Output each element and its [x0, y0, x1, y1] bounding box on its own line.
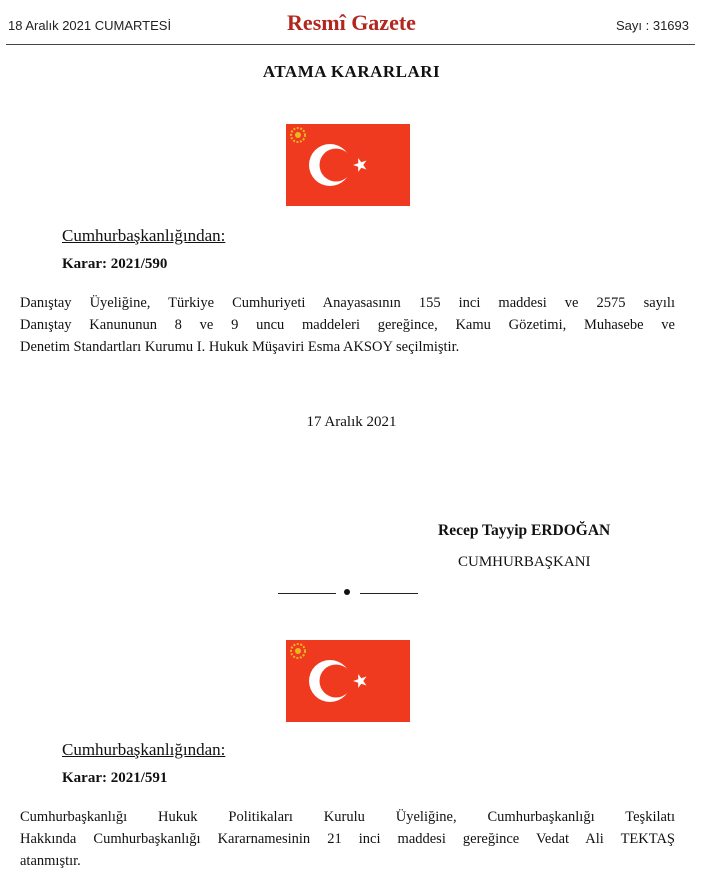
decision-body-line: Denetim Standartları Kurumu I. Hukuk Müşaviri Esma AKSOY seçilmiştir. [20, 339, 460, 355]
section-title: ATAMA KARARLARI [262, 62, 441, 81]
decision-issuer: Cumhurbaşkanlığından: [62, 740, 226, 759]
signatory-title: CUMHURBAŞKANI [458, 554, 591, 570]
header-date: 18 Aralık 2021 CUMARTESİ [8, 18, 172, 33]
decision-number: Karar: 2021/590 [62, 256, 168, 272]
decision-issuer: Cumhurbaşkanlığından: [62, 226, 226, 245]
presidential-flag-icon [286, 640, 410, 722]
decision-body-line: atanmıştır. [20, 853, 81, 869]
gazette-title: Resmî Gazete [287, 10, 416, 35]
issue-number: Sayı : 31693 [616, 18, 689, 33]
page-header [0, 0, 703, 44]
decision-body [20, 806, 675, 872]
signatory-name: Recep Tayyip ERDOĞAN [438, 522, 611, 539]
decision-body [20, 292, 675, 358]
decision-body-line: Danıştay Üyeliğine, Türkiye Cumhuriyeti Anayasasının 155 inci maddesi ve 2575 sayılı [20, 295, 675, 311]
decision-body-line: Danıştay Kanununun 8 ve 9 uncu maddeleri gereğince, Kamu Gözetimi, Muhasebe ve [20, 317, 675, 333]
decision-body-line: Cumhurbaşkanlığı Hukuk Politikaları Kurulu Üyeliğine, Cumhurbaşkanlığı Teşkilatı [20, 809, 675, 825]
decision-body-line: Hakkında Cumhurbaşkanlığı Kararnamesinin 21 inci maddesi gereğince Vedat Ali TEKTAŞ [20, 831, 675, 847]
decision-date: 17 Aralık 2021 [306, 414, 397, 430]
decision-number: Karar: 2021/591 [62, 770, 168, 786]
header-divider [6, 44, 695, 45]
presidential-flag-icon [286, 124, 410, 206]
section-separator [0, 584, 703, 600]
